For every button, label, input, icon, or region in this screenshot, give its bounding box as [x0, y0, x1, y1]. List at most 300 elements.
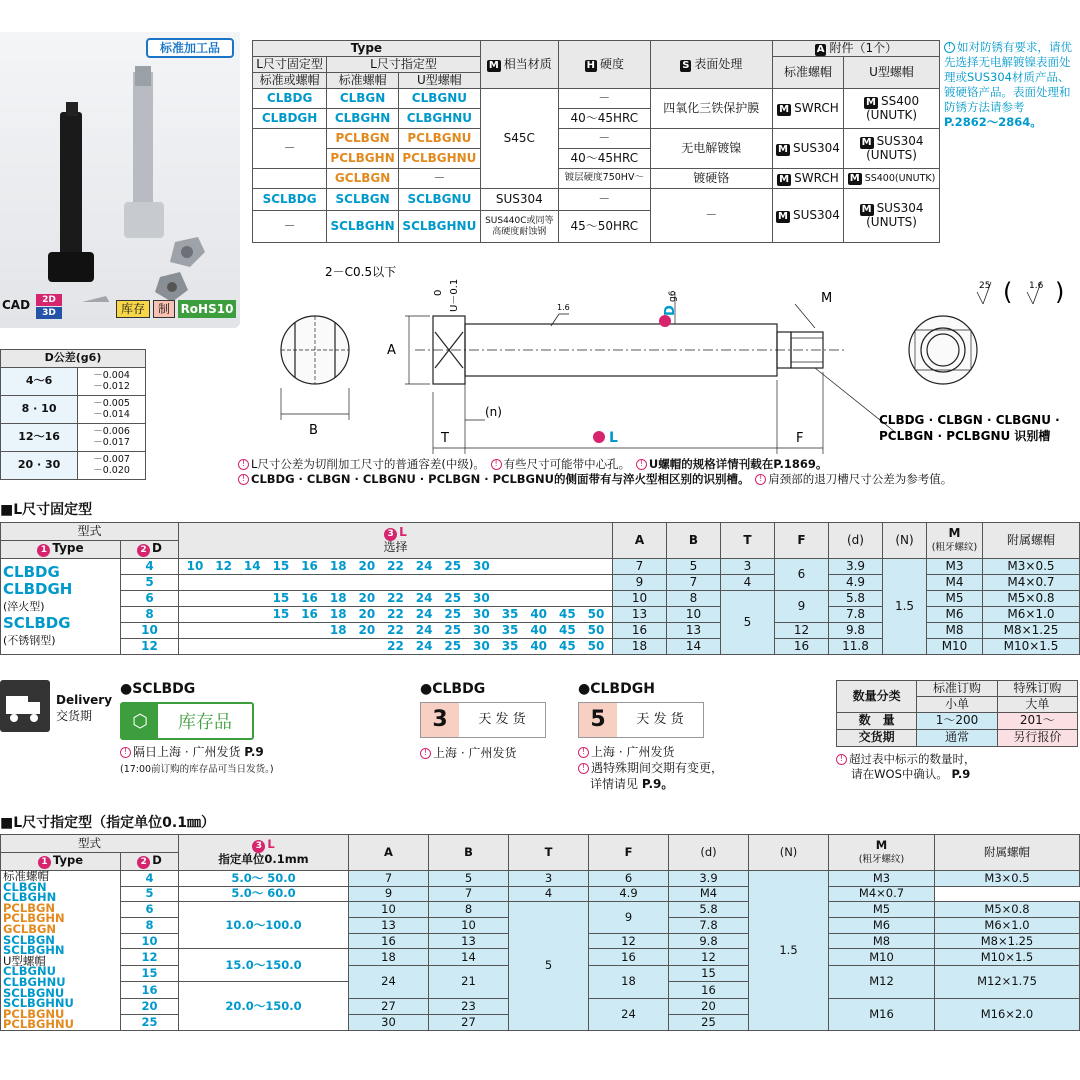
std-nut-header: 标准螺帽 [327, 73, 399, 89]
a-cell: 10 [349, 902, 429, 918]
l-value[interactable]: 35 [501, 606, 519, 621]
b-cell: 13 [429, 933, 509, 949]
m-header: M (粗牙螺纹) [829, 835, 935, 871]
l-value[interactable]: 15 [272, 606, 290, 621]
d-paren-cell: 5.8 [829, 591, 883, 607]
l-value[interactable]: 35 [501, 638, 519, 653]
l-value[interactable] [183, 592, 207, 606]
l-value[interactable] [355, 640, 379, 654]
product-photo [0, 32, 240, 328]
nut-cell: M5×0.8 [983, 591, 1080, 607]
tol-bot-label: U－0.1 [449, 278, 460, 312]
nut-cell: M10×1.5 [935, 949, 1080, 965]
material-header: M 相当材质 [480, 41, 558, 89]
l-value[interactable] [212, 640, 236, 654]
l-value[interactable]: 25 [444, 638, 462, 653]
dtol-title: D公差(g6) [1, 350, 146, 368]
tol-top-label: 0 [433, 289, 444, 296]
clbdg-note: ! 上海 · 广州发货 [420, 744, 516, 761]
nut-cell: M12×1.75 [935, 965, 1080, 998]
material-cell: SUS304 [480, 189, 558, 211]
l-value[interactable] [555, 560, 579, 574]
dtol-range: 20 · 30 [1, 452, 78, 480]
nut-cell: M10×1.5 [983, 639, 1080, 655]
l-value[interactable]: 16 [301, 590, 318, 605]
nut-cell: M4×0.7 [829, 886, 935, 902]
dim-d-label: D [663, 305, 678, 316]
accessory-header: A 附件（1个） [772, 41, 939, 57]
l-value[interactable]: 45 [558, 638, 576, 653]
b-cell: 7 [429, 886, 509, 902]
d-cell: 12 [121, 949, 179, 965]
paren-close: ) [1055, 278, 1065, 306]
type-cell: SCLBGHN [327, 211, 399, 243]
l-value[interactable]: 18 [329, 606, 347, 621]
l-value[interactable]: 50 [587, 622, 605, 637]
dim-b-label: B [309, 423, 318, 438]
type-cell: CLBGHNU [398, 109, 480, 129]
clbdgh-note: ! 上海 · 广州发货 ! 遇特殊期间交期有变更， 详情请见 P.9。 [578, 744, 723, 792]
hardness-cell: 镀层硬度750HV～ [558, 169, 650, 189]
a-cell: 10 [613, 591, 667, 607]
t-cell: 3 [721, 559, 775, 575]
l-value[interactable] [527, 592, 551, 606]
f-cell: 18 [589, 965, 669, 998]
table-row [1, 871, 1080, 887]
material-cell: S45C [480, 89, 558, 189]
type-cell: － [398, 169, 480, 189]
type-cell: CLBDG [253, 89, 327, 109]
acc-cell: M SUS304 [772, 189, 843, 243]
l-value[interactable] [527, 560, 551, 574]
paren-open: ( [1003, 278, 1013, 306]
dtol-value: －0.005 －0.014 [78, 396, 146, 424]
nut-header: 附属螺帽 [935, 835, 1080, 871]
l-range-cell: 5.0～ 50.0 [179, 871, 349, 887]
a-cell: 7 [349, 871, 429, 887]
l-range-cell: 5.0～ 60.0 [179, 886, 349, 902]
l-value[interactable] [183, 624, 207, 638]
clbdg-title: ●CLBDG [420, 681, 486, 697]
t-cell: 4 [509, 886, 589, 902]
a-cell: 13 [349, 918, 429, 934]
s-icon: S [682, 59, 690, 71]
l-range-cell: 10.0～100.0 [179, 902, 349, 949]
a-header: A [613, 523, 667, 559]
nut-cell: M6×1.0 [983, 607, 1080, 623]
nut-cell: M8×1.25 [935, 933, 1080, 949]
n-cell: 1.5 [749, 871, 829, 1031]
d-cell: 4 [121, 871, 179, 887]
l-value[interactable]: 22 [387, 606, 404, 621]
m-cell: M16 [829, 998, 935, 1030]
l-value[interactable] [269, 624, 293, 638]
l-select-cell [179, 591, 613, 607]
l-value[interactable]: 40 [530, 622, 548, 637]
b-cell: 10 [667, 607, 721, 623]
a-cell: 9 [613, 575, 667, 591]
sclbdg-title: ●SCLBDG [120, 681, 196, 697]
a-cell: 24 [349, 965, 429, 998]
f-cell: 6 [589, 871, 669, 887]
l-value[interactable]: 18 [329, 590, 347, 605]
type-cell: SCLBGN [327, 189, 399, 211]
dtol-value: －0.004 －0.012 [78, 368, 146, 396]
u-nut-header: U型螺帽 [398, 73, 480, 89]
b-cell: 14 [667, 639, 721, 655]
l-header: 3 L 选择 [179, 523, 613, 559]
roughness-label: 1.6 [557, 303, 570, 312]
l-value[interactable]: 18 [329, 558, 347, 573]
type-cell: CLBDG CLBDGH (淬火型) SCLBDG (不锈钢型) [1, 559, 121, 655]
nut-cell: M3×0.5 [983, 559, 1080, 575]
d-paren-header: (d) [669, 835, 749, 871]
d-cell: 12 [121, 639, 179, 655]
d-paren-cell: 7.8 [829, 607, 883, 623]
dim-a-label: A [387, 343, 396, 358]
d-cell: 5 [121, 886, 179, 902]
l-value[interactable] [555, 592, 579, 606]
b-cell: 14 [429, 949, 509, 965]
l-value[interactable]: 30 [473, 606, 490, 621]
l-value[interactable]: 24 [415, 558, 433, 573]
acc-cell: M SUS304 (UNUTS) [844, 129, 940, 169]
l-header: 3 L 指定单位0.1mm [179, 835, 349, 871]
hardness-header: H 硬度 [558, 41, 650, 89]
a-cell: 18 [349, 949, 429, 965]
f-header: F [775, 523, 829, 559]
t-cell: 5 [509, 902, 589, 1031]
standard-badge: 标准加工品 [146, 38, 234, 58]
l-value[interactable]: 30 [473, 558, 490, 573]
type-cell: CLBGHN [327, 109, 399, 129]
model-header: 型式 [1, 835, 179, 853]
m-icon: M [488, 59, 499, 71]
hardness-cell: － [558, 129, 650, 149]
l-value[interactable]: 24 [415, 590, 433, 605]
l-value[interactable]: 45 [558, 622, 576, 637]
l-value[interactable]: 24 [415, 638, 433, 653]
t-cell: 4 [721, 575, 775, 591]
acc-cell: M SS400(UNUTK) [844, 169, 940, 189]
dim-l-label: L [609, 430, 618, 446]
l-value[interactable]: 25 [444, 558, 462, 573]
b-cell: 8 [429, 902, 509, 918]
l-value[interactable] [240, 624, 264, 638]
l-value[interactable] [240, 592, 264, 606]
type-cell: CLBGNU [398, 89, 480, 109]
hardness-cell: 40～45HRC [558, 109, 650, 129]
f-cell: 12 [589, 933, 669, 949]
d-cell: 4 [121, 559, 179, 575]
d-cell: 5 [121, 575, 179, 591]
acc-std-header: 标准螺帽 [772, 57, 843, 89]
nut-cell: M5×0.8 [935, 902, 1080, 918]
roughness-16-label: 1.6 [1029, 281, 1044, 291]
dtol-range: 4～6 [1, 368, 78, 396]
hardness-cell: 45～50HRC [558, 211, 650, 243]
l-value[interactable] [240, 608, 264, 622]
l-value[interactable] [298, 640, 322, 654]
m-cell: M12 [829, 965, 935, 998]
nut-cell: M3×0.5 [935, 871, 1080, 887]
l-value[interactable]: 35 [501, 622, 519, 637]
f-header: F [589, 835, 669, 871]
l-value[interactable]: 22 [387, 590, 404, 605]
d-paren-cell: 9.8 [829, 623, 883, 639]
t-cell: 5 [721, 591, 775, 655]
l-fixed-header: L尺寸固定型 [253, 57, 327, 73]
l-range-cell: 20.0～150.0 [179, 982, 349, 1031]
t-header: T [509, 835, 589, 871]
acc-cell: M SUS304 [772, 129, 843, 169]
l-value[interactable]: 22 [387, 558, 404, 573]
l-value[interactable]: 15 [272, 590, 290, 605]
d-cell: 15 [121, 965, 179, 981]
l-value[interactable]: 16 [301, 606, 318, 621]
a-cell: 16 [349, 933, 429, 949]
d-paren-cell: 9.8 [669, 933, 749, 949]
d-paren-cell: 12 [669, 949, 749, 965]
spec-section-title: ■L尺寸指定型（指定单位0.1㎜） [0, 815, 215, 831]
l-value[interactable]: 25 [444, 622, 462, 637]
l-select-cell [179, 575, 613, 591]
l-value[interactable]: 20 [358, 590, 376, 605]
d-cell: 8 [121, 607, 179, 623]
l-value[interactable]: 30 [473, 622, 490, 637]
l-select-cell [179, 639, 613, 655]
l-value[interactable] [240, 640, 264, 654]
d-cell: 16 [121, 982, 179, 998]
surface-cell: 无电解镀镍 [650, 129, 772, 169]
h-icon: H [586, 59, 595, 71]
l-select-cell [179, 623, 613, 639]
b-cell: 10 [429, 918, 509, 934]
table-row [1, 902, 1080, 918]
type-cell: SCLBGNU [398, 189, 480, 211]
surface-cell: 四氧化三铁保护膜 [650, 89, 772, 129]
type-cell: 标准螺帽 CLBGN CLBGHN PCLBGN PCLBGHN GCLBGN SCLBGN SCLBGHN U型螺帽 CLBGNU CLBGHNU SCLBGNU SCLBGHNU PCLBGNU PCLBGHNU [1, 871, 121, 1031]
stock-tag: 库存 [116, 300, 150, 318]
acc-cell: M SWRCH [772, 169, 843, 189]
material-cell: SUS440C或同等高硬度耐蚀钢 [480, 211, 558, 243]
type-cell: GCLBGN [327, 169, 399, 189]
chamfer-label: 2－C0.5以下 [325, 265, 397, 279]
acc-cell: M SWRCH [772, 89, 843, 129]
d-tolerance-table [0, 349, 146, 480]
type-cell: － [253, 211, 327, 243]
cad-3d-tag: 3D [36, 307, 62, 319]
std-or-u-header: 标准或螺帽 [253, 73, 327, 89]
l-value[interactable]: 18 [329, 622, 347, 637]
d-cell: 10 [121, 623, 179, 639]
l-value[interactable] [498, 592, 522, 606]
t-header: T [721, 523, 775, 559]
dim-g6-label: g6 [668, 290, 678, 302]
l-value[interactable]: 14 [243, 558, 261, 573]
nut-cell: M8×1.25 [983, 623, 1080, 639]
d-paren-cell: 4.9 [589, 886, 669, 902]
l-value[interactable]: 40 [530, 638, 548, 653]
acc-u-header: U型螺帽 [844, 57, 940, 89]
groove-label-2: PCLBGN · PCLBGNU 识别槽 [879, 429, 1051, 443]
l-value[interactable]: 24 [415, 606, 433, 621]
nut-cell: M16×2.0 [935, 998, 1080, 1030]
f-cell: 12 [775, 623, 829, 639]
l-value[interactable]: 45 [558, 606, 576, 621]
hardness-cell: － [558, 189, 650, 211]
l-value[interactable] [212, 608, 236, 622]
clbdgh-title: ●CLBDGH [578, 681, 655, 697]
d-cell: 6 [121, 902, 179, 918]
l-value[interactable]: 20 [358, 606, 376, 621]
rohs-tag: RoHS10 [178, 300, 236, 318]
l-value[interactable]: 24 [415, 622, 433, 637]
m-cell: M5 [927, 591, 983, 607]
dim-t-label: T [441, 431, 449, 446]
d-paren-cell: 4.9 [829, 575, 883, 591]
l-value[interactable]: 12 [215, 558, 232, 573]
d-paren-cell: 15 [669, 965, 749, 981]
b-header: B [667, 523, 721, 559]
l-spec-header: L尺寸指定型 [327, 57, 481, 73]
f-cell: 6 [775, 559, 829, 591]
type-cell: － [253, 129, 327, 169]
surface-cell: － [650, 189, 772, 243]
fixed-section-title: ■L尺寸固定型 [0, 502, 93, 518]
technical-drawing [255, 262, 1080, 458]
m-cell: M10 [927, 639, 983, 655]
f-cell: 16 [589, 949, 669, 965]
l-value[interactable]: 30 [473, 638, 490, 653]
m-cell: M4 [927, 575, 983, 591]
f-cell: 9 [589, 902, 669, 934]
l-value[interactable] [584, 592, 608, 606]
l-value[interactable]: 22 [387, 622, 404, 637]
l-value[interactable] [183, 640, 207, 654]
l-value[interactable]: 40 [530, 606, 548, 621]
m-cell: M8 [927, 623, 983, 639]
nut-cell: M4×0.7 [983, 575, 1080, 591]
b-cell: 27 [429, 1015, 509, 1031]
n-header: (N) [749, 835, 829, 871]
fixed-length-table [0, 522, 1080, 655]
stock-badge: ⬡ 库存品 [120, 702, 254, 740]
sclbdg-note: ! 隔日上海 · 广州发货 P.9 (17:00前订购的库存品可当日发货。) [120, 745, 274, 775]
dtol-value: －0.007 －0.020 [78, 452, 146, 480]
hardness-cell: － [558, 89, 650, 109]
d-paren-cell: 11.8 [829, 639, 883, 655]
type-cell: CLBDGH [253, 109, 327, 129]
l-value[interactable]: 15 [272, 558, 290, 573]
a-cell: 18 [613, 639, 667, 655]
quantity-note: ! 超过表中标示的数量时， 请在WOS中确认。 P.9 [836, 752, 976, 782]
surface-cell: 镀硬铬 [650, 169, 772, 189]
b-cell: 5 [667, 559, 721, 575]
acc-cell: M SS400 (UNUTK) [844, 89, 940, 129]
type-cell: PCLBGN [327, 129, 399, 149]
b-cell: 8 [667, 591, 721, 607]
clbdgh-days: 5 天 发 货 [578, 702, 704, 738]
l-value[interactable] [269, 640, 293, 654]
l-value[interactable]: 50 [587, 638, 605, 653]
f-cell: 24 [589, 998, 669, 1030]
type-cell: PCLBGHNU [398, 149, 480, 169]
dim-m-label: M [821, 291, 833, 306]
l-value[interactable]: 10 [186, 558, 204, 573]
m-cell: M6 [927, 607, 983, 623]
bolt-illustration [0, 52, 240, 302]
l-value[interactable] [584, 560, 608, 574]
quantity-table: 数量分类 标准订购 特殊订购 小单 大单 数 量 1～200 201～ 交货期 通常 另行报价 [836, 680, 1078, 747]
type-cell: SCLBDG [253, 189, 327, 211]
type-cell: PCLBGHN [327, 149, 399, 169]
table-row [1, 886, 1080, 902]
dim-n-label: (n) [485, 405, 502, 419]
d-paren-cell: 3.9 [829, 559, 883, 575]
l-value[interactable] [298, 624, 322, 638]
f-cell: 9 [775, 591, 829, 623]
a-header: A [349, 835, 429, 871]
delivery-label: Delivery 交货期 [56, 693, 113, 723]
d-cell: 10 [121, 933, 179, 949]
nut-cell: M6×1.0 [935, 918, 1080, 934]
d-header: 2 D [121, 853, 179, 871]
l-value[interactable]: 20 [358, 558, 376, 573]
d-paren-header: (d) [829, 523, 883, 559]
l-value[interactable]: 20 [358, 622, 376, 637]
specified-length-table [0, 834, 1080, 1031]
table-row [1, 559, 1080, 575]
roughness-25-label: 25 [979, 281, 991, 291]
dtol-range: 12～16 [1, 424, 78, 452]
type-header: Type [253, 41, 481, 57]
m-cell: M5 [829, 902, 935, 918]
l-value[interactable] [183, 608, 207, 622]
l-value[interactable] [212, 624, 236, 638]
rust-note: ! 如对防锈有要求，请优先选择无电解镀镍表面处理或SUS304材质产品、镀硬铬产品。表面处理和防锈方法请参考 P.2862～2864。 [944, 40, 1072, 129]
d-paren-cell: 16 [669, 982, 749, 998]
b-cell: 23 [429, 998, 509, 1015]
l-value[interactable]: 25 [444, 606, 462, 621]
a-cell: 27 [349, 998, 429, 1015]
l-value[interactable] [498, 560, 522, 574]
l-value[interactable] [212, 592, 236, 606]
notes-block: ! L尺寸公差为切削加工尺寸的普通容差(中级)。 ! 有些尺寸可能带中心孔。 ! U螺帽的规格详情刊载在P.1869。 ! CLBDG · CLBGN · CLBGNU · PCLBGN · PCLBGNU的侧面带有与淬火型相区别的识别槽。 ! 肩颈部的退刀槽尺寸公差为参考值。 [238, 457, 1078, 487]
d-cell: 25 [121, 1015, 179, 1031]
d-cell: 6 [121, 591, 179, 607]
type-header: 1 Type [1, 853, 121, 871]
l-value[interactable]: 25 [444, 590, 462, 605]
d-paren-cell: 5.8 [669, 902, 749, 918]
a-icon: A [816, 43, 825, 55]
t-cell: 3 [509, 871, 589, 887]
l-value[interactable]: 16 [301, 558, 318, 573]
l-value[interactable]: 50 [587, 606, 605, 621]
hardness-cell: 40～45HRC [558, 149, 650, 169]
l-value[interactable]: 22 [387, 638, 404, 653]
l-value[interactable] [326, 640, 350, 654]
l-value[interactable]: 30 [473, 590, 490, 605]
a-cell: 7 [613, 559, 667, 575]
d-paren-cell: 20 [669, 998, 749, 1015]
type-cell: PCLBGNU [398, 129, 480, 149]
d-cell: 20 [121, 998, 179, 1015]
l-range-cell: 15.0～150.0 [179, 949, 349, 982]
m-cell: M10 [829, 949, 935, 965]
d-paren-cell: 7.8 [669, 918, 749, 934]
m-header: M (粗牙螺纹) [927, 523, 983, 559]
